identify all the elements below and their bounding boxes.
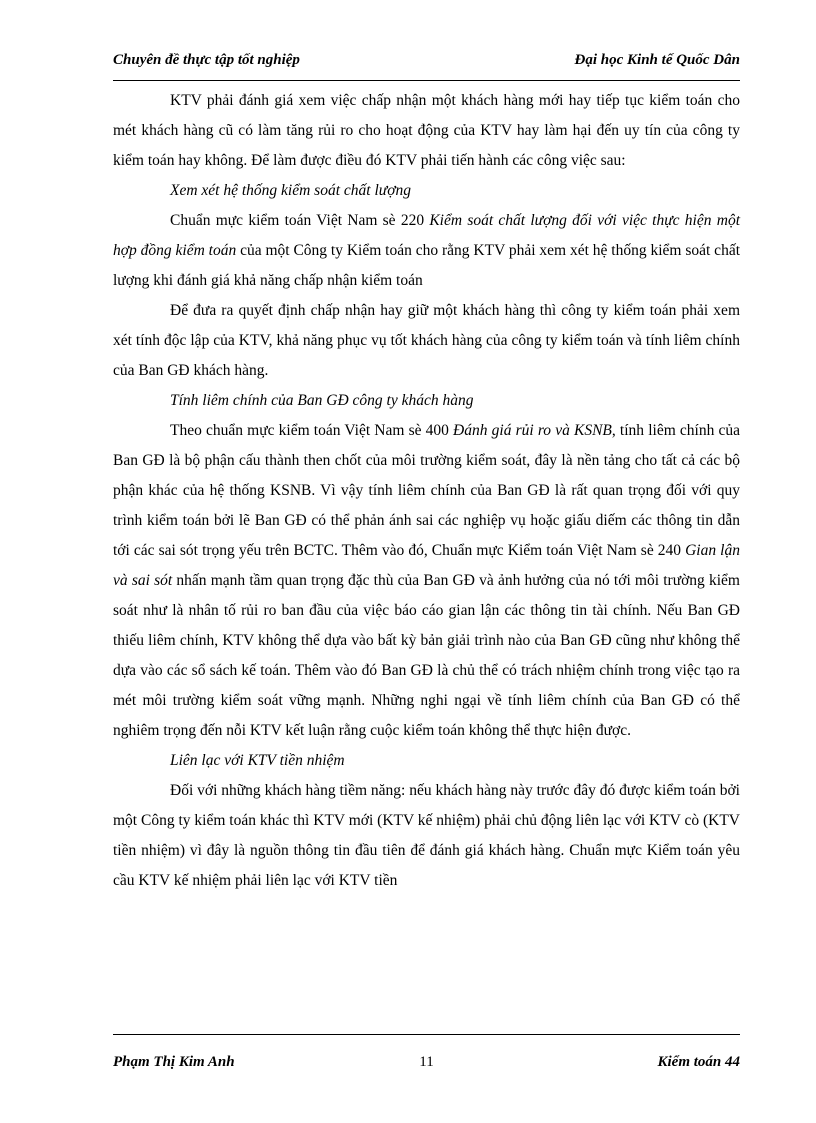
header-divider <box>113 80 740 81</box>
text-run: Theo chuẩn mực kiểm toán Việt Nam sè 400 <box>170 422 454 439</box>
text-run: của một Công ty Kiểm toán cho rằng KTV phải xem xét hệ thống kiểm soát chất lượng khi đánh giá khả năng chấp nhận kiểm toán <box>113 242 740 289</box>
italic-standard-title: Kiểm soát chất lượng đối với việc thực hiện một hợp đồng kiểm toán <box>113 212 741 259</box>
paragraph: Đối với những khách hàng tiềm năng: nếu khách hàng này trước đây đó được kiểm toán bởi một Công ty kiểm toán khác thì KTV mới (KTV kế nhiệm) phải chủ động liên lạc với KTV cò (KTV tiền nhiệm) vì đây là nguồn thông tin đầu tiên để đánh giá khách hàng. Chuẩn mực Kiểm toán yêu cầu KTV kế nhiệm phải liên lạc với KTV tiền <box>113 782 740 889</box>
header-university: Đại học Kinh tế Quốc Dân <box>574 52 740 68</box>
footer-author: Phạm Thị Kim Anh <box>113 1054 235 1070</box>
paragraph: Để đưa ra quyết định chấp nhận hay giữ một khách hàng thì công ty kiểm toán phải xem xét tính độc lập của KTV, khả năng phục vụ tốt khách hàng của công ty kiểm toán và tính liêm chính của Ban GĐ khách hàng. <box>113 302 740 379</box>
text-run: nhấn mạnh tầm quan trọng đặc thù của Ban GĐ và ảnh hưởng của nó tới môi trường kiểm soát như là nhân tố rủi ro ban đầu của việc báo cáo gian lận các thông tin tài chính. Nếu Ban GĐ thiếu liêm chính, KTV không thể dựa vào bất kỳ bản giải trình nào của Ban GĐ cũng như không thể dựa vào các sổ sách kế toán. Thêm vào đó Ban GĐ là chủ thể có trách nhiệm chính trong việc tạo ra mét môi trường kiểm soát vững mạnh. Những nghi ngại về tính liêm chính của Ban GĐ có thể nghiêm trọng đến nỗi KTV kết luận rằng cuộc kiểm toán không thể thực hiện được. <box>113 572 740 739</box>
page-header <box>113 52 740 76</box>
paragraph <box>113 206 740 296</box>
section-heading-integrity: Tính liêm chính của Ban GĐ công ty khách hàng <box>170 392 474 409</box>
paragraph <box>113 416 740 746</box>
page-footer <box>113 1054 740 1078</box>
text-run: Chuẩn mực kiểm toán Việt Nam sè 220 <box>170 212 430 229</box>
italic-standard-title: Đánh giá rủi ro và KSNB <box>453 422 612 439</box>
header-thesis-title: Chuyên đề thực tập tốt nghiệp <box>113 52 300 68</box>
text-run: , tính liêm chính của Ban GĐ là bộ phận cấu thành then chốt của môi trường kiểm soát, đây là nền tảng cho tất cả các bộ phận khác của hệ thống KSNB. Vì vậy tính liêm chính của Ban GĐ là rất quan trọng đối với quy trình kiểm toán bởi lẽ Ban GĐ có thể phản ánh sai các nghiệp vụ hoặc giấu diếm các thông tin dẫn tới các sai sót trọng yếu trên BCTC. Thêm vào đó, Chuẩn mực Kiểm toán Việt Nam sè 240 <box>113 422 741 559</box>
paragraph: KTV phải đánh giá xem việc chấp nhận một khách hàng mới hay tiếp tục kiểm toán cho mét khách hàng cũ có làm tăng rủi ro cho hoạt động của KTV hay làm hại đến uy tín của công ty kiểm toán hay không. Để làm được điều đó KTV phải tiến hành các công việc sau: <box>113 92 740 169</box>
section-heading-quality-control: Xem xét hệ thống kiểm soát chất lượng <box>170 182 411 199</box>
page-number: 11 <box>419 1054 434 1070</box>
italic-standard-title: Gian lận và sai sót <box>113 542 740 589</box>
page-body <box>113 86 740 896</box>
section-heading-predecessor: Liên lạc với KTV tiền nhiệm <box>170 752 345 769</box>
footer-divider <box>113 1034 740 1035</box>
footer-course: Kiểm toán 44 <box>657 1054 740 1070</box>
